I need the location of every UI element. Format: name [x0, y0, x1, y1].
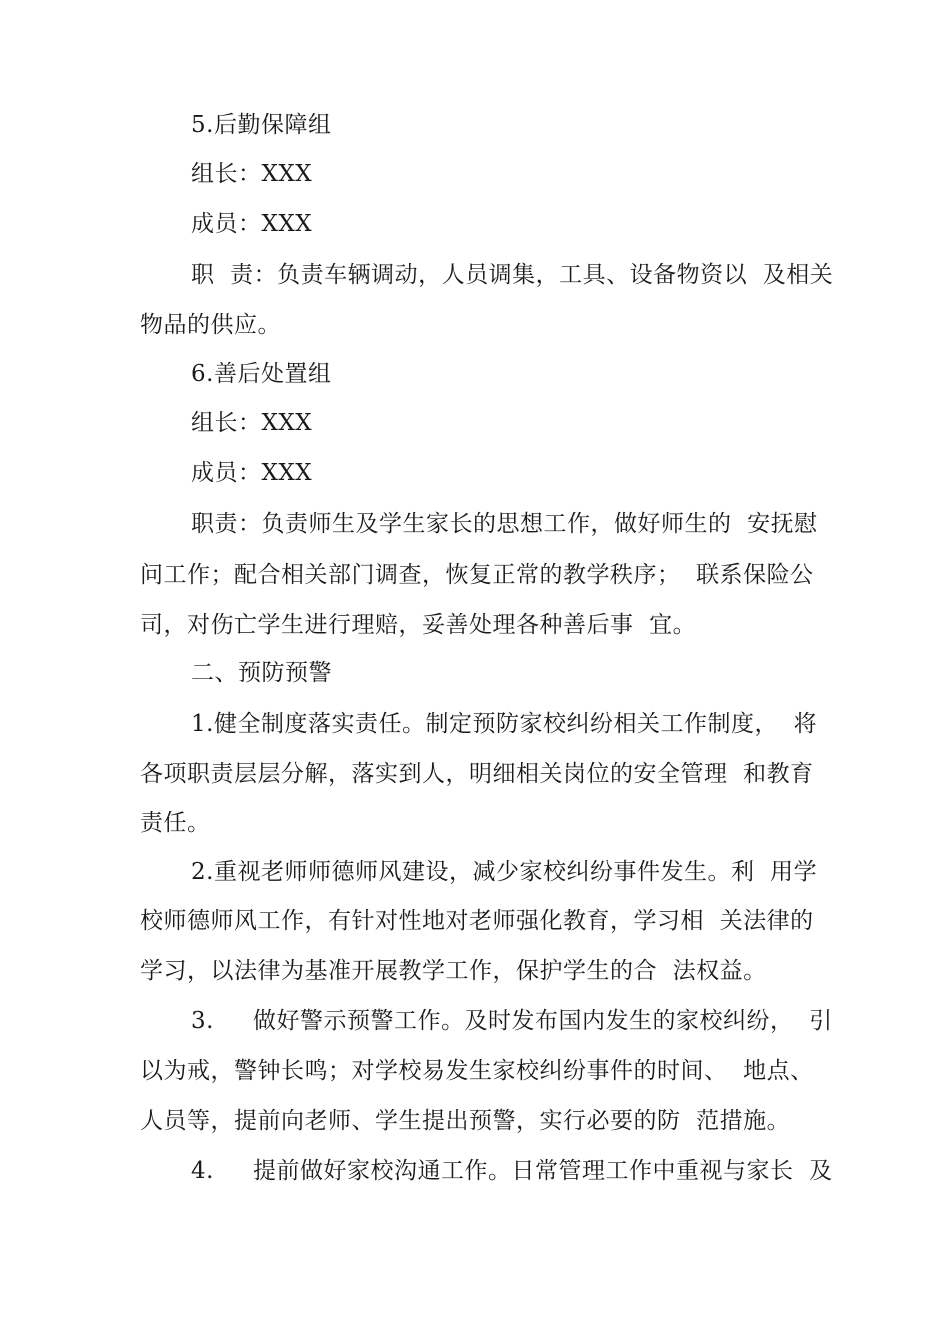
section-heading-logistics: 5.后勤保障组: [191, 112, 332, 138]
group-leader-line: 组长：XXX: [191, 161, 313, 187]
group-members-line: 成员：XXX: [191, 460, 313, 486]
body-paragraph-line: 人员等，提前向老师、学生提出预警，实行必要的防 范措施。: [140, 1108, 791, 1134]
duty-paragraph-line: 司，对伤亡学生进行理赔，妥善处理各种善后事 宜。: [140, 612, 697, 638]
body-paragraph-line: 以为戒，警钟长鸣；对学校易发生家校纠纷事件的时间、 地点、: [140, 1058, 814, 1084]
body-paragraph-line: 2.重视老师师德师风建设，减少家校纠纷事件发生。利 用学: [191, 859, 818, 885]
chapter-heading-prevention: 二、预防预警: [191, 660, 332, 686]
body-paragraph-line: 责任。: [140, 810, 211, 836]
body-paragraph-line: 各项职责层层分解，落实到人，明细相关岗位的安全管理 和教育: [140, 761, 814, 787]
body-paragraph-line: 校师德师风工作，有针对性地对老师强化教育，学习相 关法律的: [140, 908, 814, 934]
section-heading-aftermath: 6.善后处置组: [191, 361, 332, 387]
group-members-line: 成员：XXX: [191, 211, 313, 237]
body-paragraph-line: 学习，以法律为基准开展教学工作，保护学生的合 法权益。: [140, 958, 767, 984]
duty-paragraph-line: 职责：负责师生及学生家长的思想工作，做好师生的 安抚慰: [191, 511, 818, 537]
duty-paragraph-line: 物品的供应。: [140, 312, 281, 338]
duty-paragraph-line: 职 责：负责车辆调动，人员调集，工具、设备物资以 及相关: [191, 262, 834, 288]
duty-paragraph-line: 问工作；配合相关部门调查，恢复正常的教学秩序； 联系保险公: [140, 562, 814, 588]
body-paragraph-line: 4. 提前做好家校沟通工作。日常管理工作中重视与家长 及: [191, 1158, 833, 1184]
body-paragraph-line: 1.健全制度落实责任。制定预防家校纠纷相关工作制度， 将: [191, 711, 818, 737]
body-paragraph-line: 3. 做好警示预警工作。及时发布国内发生的家校纠纷， 引: [191, 1008, 833, 1034]
group-leader-line: 组长：XXX: [191, 410, 313, 436]
